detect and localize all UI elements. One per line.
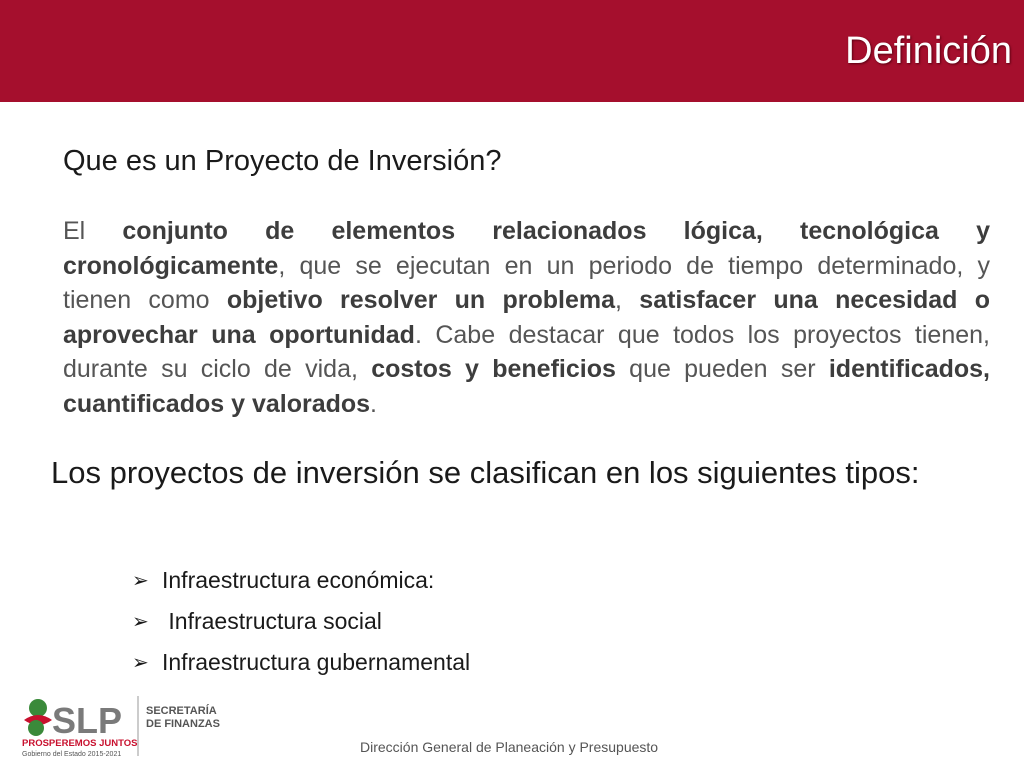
definition-paragraph [63, 214, 990, 421]
types-list [132, 560, 470, 683]
type-list-item [132, 601, 470, 642]
logo-slogan: PROSPEREMOS JUNTOS [22, 738, 138, 749]
slide-title: Definición [845, 30, 1012, 72]
type-label: Infraestructura económica: [162, 567, 435, 593]
definition-bold-segment: identificados, cuantificados y valorados [63, 355, 990, 418]
slp-emblem-icon [24, 699, 52, 736]
footer-text: Dirección General de Planeación y Presupuesto [360, 739, 659, 755]
type-list-item [132, 642, 470, 683]
question-heading: Que es un Proyecto de Inversión? [63, 145, 502, 177]
definition-segment: . Cabe destacar que todos los proyectos tienen, durante su ciclo de vida, [63, 320, 990, 383]
definition-bold-segment: conjunto de elementos relacionados lógica, tecnológica y cronológicamente [63, 217, 990, 280]
type-label: Infraestructura social [162, 608, 382, 634]
slp-logo [18, 690, 233, 760]
definition-segment: que pueden ser [615, 355, 829, 383]
definition-bold-segment: objetivo resolver un problema [226, 286, 616, 314]
type-list-item [132, 560, 470, 601]
type-label: Infraestructura gubernamental [162, 649, 471, 675]
logo-line1: SECRETARÍA [146, 705, 217, 717]
logo-acronym: SLP [52, 700, 123, 741]
definition-bold-segment: satisfacer una necesidad o aprovechar una oportunidad [63, 286, 990, 349]
definition-segment: . [370, 389, 377, 418]
definition-segment: , [615, 286, 640, 314]
definition-bold-segment: costos y beneficios [371, 355, 616, 383]
arrow-bullet-icon: ➢ [132, 570, 149, 592]
definition-segment: El [63, 217, 123, 245]
arrow-bullet-icon: ➢ [132, 611, 149, 633]
definition-segment: , que se ejecutan en un periodo de tiempo determinado, y tienen como [63, 251, 990, 314]
logo-period: Gobierno del Estado 2015-2021 [22, 751, 122, 758]
arrow-bullet-icon: ➢ [132, 652, 149, 674]
logo-line2: DE FINANZAS [146, 718, 220, 730]
header-bar [0, 0, 1024, 102]
classification-text: Los proyectos de inversión se clasifican en los siguientes tipos: [51, 455, 920, 490]
